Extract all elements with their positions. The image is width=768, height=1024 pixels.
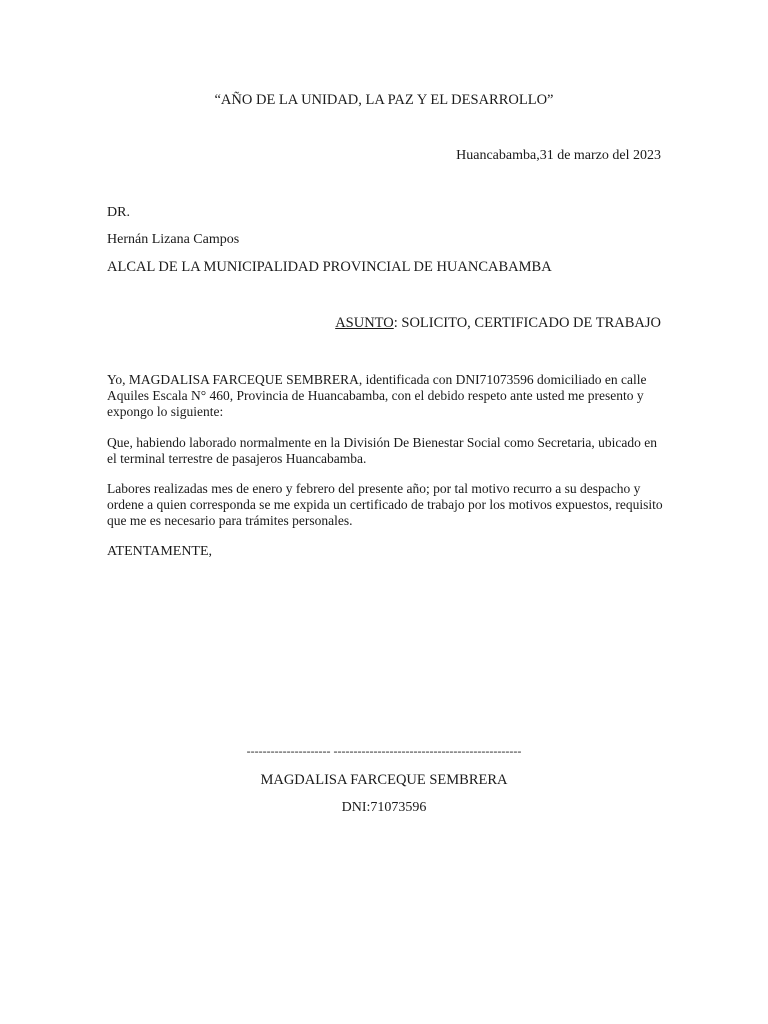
place-date: Huancabamba,31 de marzo del 2023 [456, 148, 661, 163]
recipient-name: Hernán Lizana Campos [107, 232, 240, 247]
motto-heading: “AÑO DE LA UNIDAD, LA PAZ Y EL DESARROLLO” [214, 92, 554, 108]
closing: ATENTAMENTE, [107, 544, 213, 559]
subject-label: ASUNTO [335, 315, 394, 331]
signatory-name: MAGDALISA FARCEQUE SEMBRERA [260, 772, 508, 788]
signatory-dni: DNI:71073596 [341, 800, 427, 815]
signature-line: --------------------- ----------------------------------------------- [246, 744, 522, 758]
recipient-title: DR. [107, 205, 130, 220]
body-paragraph-2: Que, habiendo laborado normalmente en la División De Bienestar Social como Secretaria, ubicado en el terminal terrestre de pasajeros Huancabamba. [107, 435, 657, 466]
subject-line [335, 315, 661, 331]
body-paragraph-1: Yo, MAGDALISA FARCEQUE SEMBRERA, identificada con DNI71073596 domiciliado en calle Aquiles Escala N° 460, Provincia de Huancabamba, con el debido respeto ante usted me presento y expongo lo siguiente: [107, 372, 647, 419]
body-paragraph-3: Labores realizadas mes de enero y febrero del presente año; por tal motivo recurro a su despacho y ordene a quien corresponda se me expida un certificado de trabajo por los motivos expuestos, requisito que me es necesario para trámites personales. [107, 481, 663, 528]
subject-text: : SOLICITO, CERTIFICADO DE TRABAJO [393, 315, 661, 331]
recipient-position: ALCAL DE LA MUNICIPALIDAD PROVINCIAL DE HUANCABAMBA [107, 259, 552, 275]
